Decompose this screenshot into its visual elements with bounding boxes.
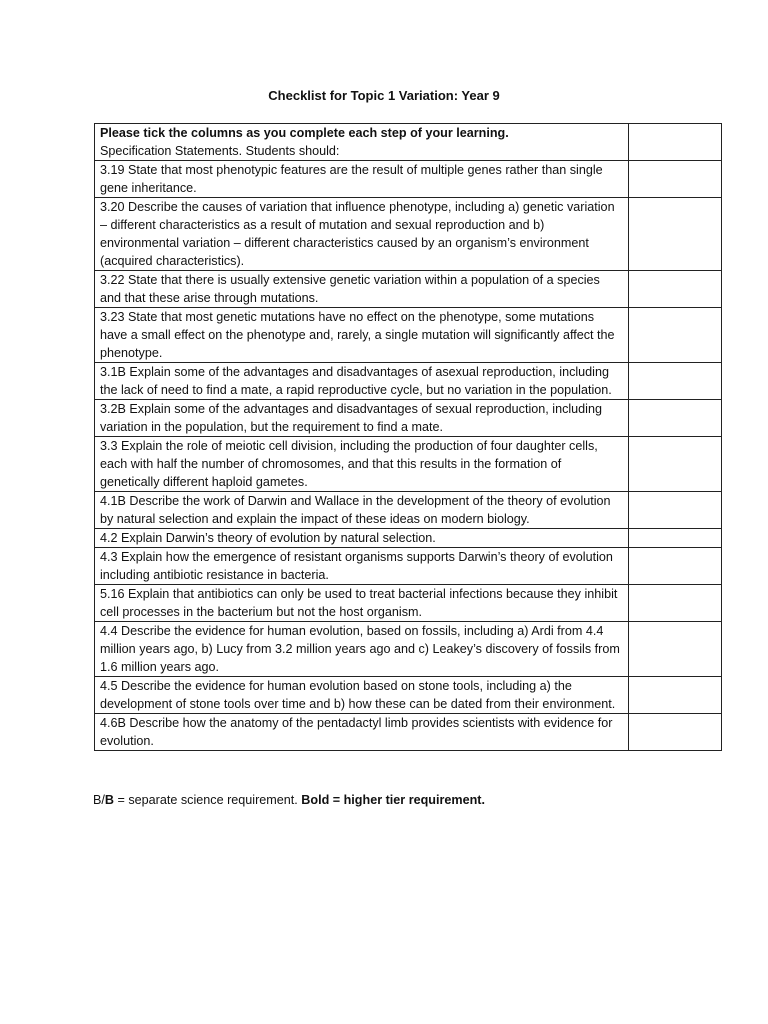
statement-cell: 4.1B Describe the work of Darwin and Wallace in the development of the theory of evolution by natural selection and explain the impact of these ideas on modern biology. [95, 492, 629, 529]
tick-cell[interactable] [629, 124, 722, 161]
tick-cell[interactable] [629, 271, 722, 308]
statement-cell: 4.4 Describe the evidence for human evolution, based on fossils, including a) Ardi from 4.4 million years ago, b) Lucy from 3.2 million years ago and c) Leakey’s discovery of fossils from 1.6 million years ago. [95, 622, 629, 677]
tick-cell[interactable] [629, 548, 722, 585]
table-row [95, 363, 722, 400]
footer-bold-word: Bold [301, 793, 330, 807]
statement-cell: 3.19 State that most phenotypic features are the result of multiple genes rather than single gene inheritance. [95, 161, 629, 198]
footer-key-note [93, 791, 485, 809]
table-row [95, 677, 722, 714]
tick-cell[interactable] [629, 677, 722, 714]
tick-cell[interactable] [629, 714, 722, 751]
tick-cell[interactable] [629, 437, 722, 492]
table-row [95, 124, 722, 161]
instructions-cell [95, 124, 629, 161]
instructions-text: Specification Statements. Students should: [100, 144, 340, 158]
table-row [95, 492, 722, 529]
table-row [95, 585, 722, 622]
table-row [95, 161, 722, 198]
statement-cell: 4.3 Explain how the emergence of resistant organisms supports Darwin’s theory of evolution including antibiotic resistance in bacteria. [95, 548, 629, 585]
statement-cell: 3.20 Describe the causes of variation that influence phenotype, including a) genetic variation – different characteristics as a result of mutation and sexual reproduction and b) environmental variation – different characteristics caused by an organism’s environment (acquired characteristics). [95, 198, 629, 271]
statement-cell: 3.3 Explain the role of meiotic cell division, including the production of four daughter cells, each with half the number of chromosomes, and that this results in the formation of genetically different haploid gametes. [95, 437, 629, 492]
table-row [95, 622, 722, 677]
tick-cell[interactable] [629, 308, 722, 363]
footer-key-prefix: B/ [93, 793, 105, 807]
statement-cell: 4.6B Describe how the anatomy of the pentadactyl limb provides scientists with evidence for evolution. [95, 714, 629, 751]
statement-cell: 4.2 Explain Darwin’s theory of evolution by natural selection. [95, 529, 629, 548]
tick-cell[interactable] [629, 585, 722, 622]
tick-cell[interactable] [629, 622, 722, 677]
table-row [95, 714, 722, 751]
checklist-table [94, 123, 722, 751]
table-row [95, 308, 722, 363]
statement-cell: 3.23 State that most genetic mutations have no effect on the phenotype, some mutations have a small effect on the phenotype and, rarely, a single mutation will significantly affect the phenotype. [95, 308, 629, 363]
footer-key-text: = separate science requirement. [114, 793, 302, 807]
statement-cell: 3.2B Explain some of the advantages and disadvantages of sexual reproduction, including variation in the population, but the requirement to find a mate. [95, 400, 629, 437]
table-row [95, 271, 722, 308]
tick-cell[interactable] [629, 400, 722, 437]
table-row [95, 400, 722, 437]
table-row [95, 198, 722, 271]
statement-cell: 3.22 State that there is usually extensive genetic variation within a population of a species and that these arise through mutations. [95, 271, 629, 308]
table-row [95, 548, 722, 585]
table-row [95, 529, 722, 548]
tick-cell[interactable] [629, 529, 722, 548]
statement-cell: 5.16 Explain that antibiotics can only be used to treat bacterial infections because they inhibit cell processes in the bacterium but not the host organism. [95, 585, 629, 622]
statement-cell: 3.1B Explain some of the advantages and disadvantages of asexual reproduction, including the lack of need to find a mate, a rapid reproductive cycle, but no variation in the population. [95, 363, 629, 400]
footer-key-bold: B [104, 793, 115, 807]
statement-cell: 4.5 Describe the evidence for human evolution based on stone tools, including a) the development of stone tools over time and b) how these can be dated from their environment. [95, 677, 629, 714]
tick-cell[interactable] [629, 363, 722, 400]
tick-cell[interactable] [629, 161, 722, 198]
instructions-bold: Please tick the columns as you complete each step of your learning. [100, 126, 509, 140]
footer-bold-text: = higher tier requirement. [329, 793, 485, 807]
tick-cell[interactable] [629, 198, 722, 271]
table-row [95, 437, 722, 492]
tick-cell[interactable] [629, 492, 722, 529]
page-title: Checklist for Topic 1 Variation: Year 9 [268, 88, 500, 103]
